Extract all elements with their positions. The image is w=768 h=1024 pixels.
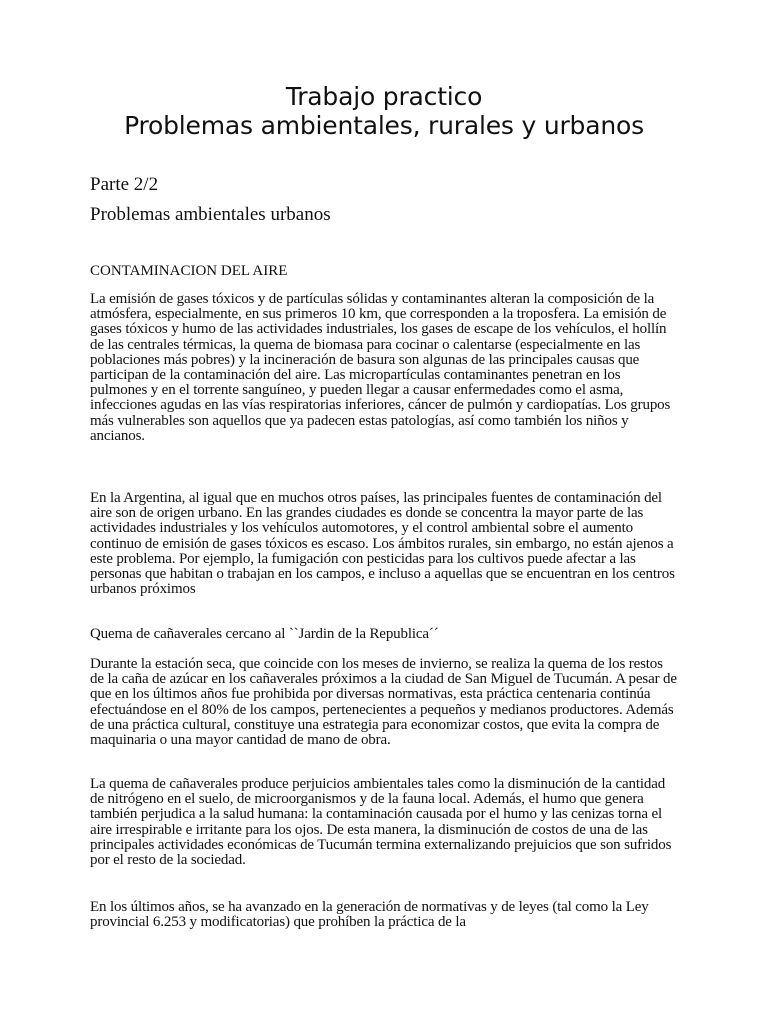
document-title-line2: Problemas ambientales, rurales y urbanos — [124, 111, 644, 140]
paragraph-normativas: En los últimos años, se ha avanzado en la generación de normativas y de leyes (tal como la Ley provincial 6.253 y modificatorias) que prohíben la práctica de la — [90, 899, 649, 931]
paragraph-argentina: En la Argentina, al igual que en muchos otros países, las principales fuentes de contaminación del aire son de origen urbano. En las grandes ciudades es donde se concentra la mayor parte de las actividades industriales y los vehículos automotores, y el control ambiental sobre el aumento continuo de emisión de gases tóxicos es escaso. Los ámbitos rurales, sin embargo, no están ajenos a este problema. Por ejemplo, la fumigación con pesticidas para los cultivos puede afectar a las personas que habitan o trabajan en los campos, e incluso a aquellas que se encuentran en los centros urbanos próximos — [90, 490, 675, 598]
paragraph-subheading-quema: Quema de cañaverales cercano al ``Jardin de la Republica´´ — [90, 626, 439, 642]
paragraph-estacion-seca: Durante la estación seca, que coincide con los meses de invierno, se realiza la quema de los restos de la caña de azúcar en los cañaverales próximos a la ciudad de San Miguel de Tucumán. A pesar de que en los últimos años fue prohibida por diversas normativas, esta práctica centenaria continúa efectuándose en el 80% de los campos, pertenecientes a pequeños y medianos productores. Además de una práctica cultural, constituye una estrategia para economizar costos, que evita la compra de maquinaria o una mayor cantidad de mano de obra. — [90, 656, 677, 749]
section-heading: CONTAMINACION DEL AIRE — [90, 263, 288, 279]
document-title-line1: Trabajo practico — [285, 82, 483, 111]
paragraph-air-pollution: La emisión de gases tóxicos y de partículas sólidas y contaminantes alteran la composición de la atmósfera, especialmente, en sus primeros 10 km, que corresponden a la troposfera. La emisión de gases tóxicos y humo de las actividades industriales, los gases de escape de los vehículos, el hollín de las centrales térmicas, la quema de biomasa para cocinar o calentarse (especialmente en las poblaciones más pobres) y la incineración de basura son algunas de las principales causas que participan de la contaminación del aire. Las micropartículas contaminantes penetran en los pulmones y en el torrente sanguíneo, y pueden llegar a causar enfermedades como el asma, infecciones agudas en las vías respiratorias inferiores, cáncer de pulmón y cardiopatías. Los grupos más vulnerables son aquellos que ya padecen estas patologías, así como también los niños y ancianos. — [90, 291, 671, 444]
part-title: Problemas ambientales urbanos — [90, 204, 331, 225]
paragraph-perjuicios: La quema de cañaverales produce perjuicios ambientales tales como la disminución de la cantidad de nitrógeno en el suelo, de microorganismos y de la fauna local. Además, el humo que genera también perjudica a la salud humana: la contaminación causada por el humo y las cenizas torna el aire irrespirable e irritante para los ojos. De esta manera, la disminución de costos de una de las principales actividades económicas de Tucumán termina externalizando prejuicios que son sufridos por el resto de la sociedad. — [90, 776, 672, 869]
part-label: Parte 2/2 — [90, 174, 159, 195]
